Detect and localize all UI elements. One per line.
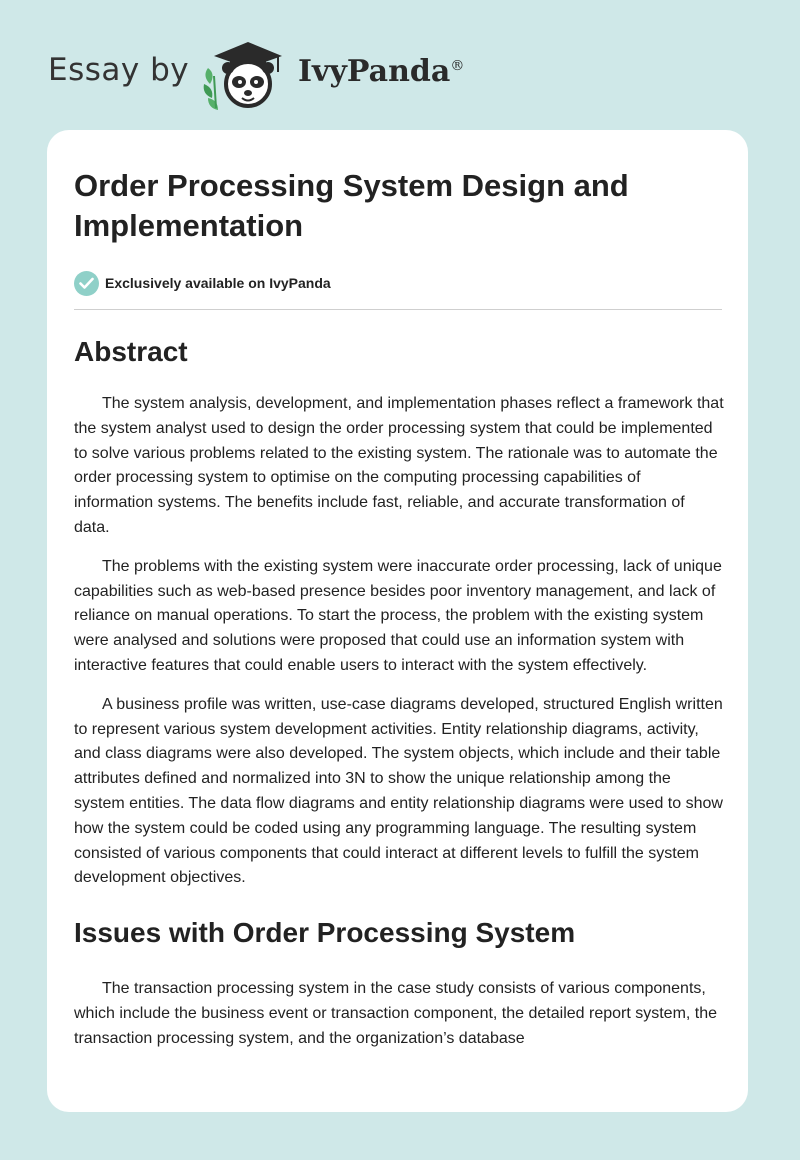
- essay-card: [47, 130, 748, 1112]
- brand-name: [298, 54, 464, 89]
- badge-text: Exclusively available on IvyPanda: [105, 275, 331, 291]
- divider: [74, 309, 722, 310]
- paragraph: A business profile was written, use-case diagrams developed, structured English written to represent various system development activities. Entity relationship diagrams, activity, and class diagrams were also developed. The system objects, which include and their table attributes defined and normalized into 3N to show the unique relationship among the system entities. The data flow diagrams and entity relationship diagrams were used to show how the system could be coded using any programming language. The resulting system consisted of various components that could interact at different levels to fulfill the system development objectives.: [74, 695, 723, 887]
- section-heading-abstract: Abstract: [74, 336, 188, 367]
- brand-prefix: Essay by: [48, 52, 190, 88]
- paragraph: The system analysis, development, and implementation phases reflect a framework that the system analyst used to design the order processing system that could be implemented to solve various problems related to the existing system. The rationale was to automate the order processing system to optimise on the computing processing capabilities of information systems. The benefits include fast, reliable, and accurate transformation of data.: [74, 395, 724, 536]
- section-body-abstract: [74, 392, 722, 891]
- brand-name-text: IvyPanda: [298, 54, 451, 89]
- check-circle-icon: [74, 271, 99, 296]
- section-heading-issues: Issues with Order Processing System: [74, 917, 576, 949]
- panda-graduate-logo-icon: [200, 36, 290, 112]
- section-body-issues: [74, 977, 722, 1051]
- registered-mark: ®: [450, 58, 465, 74]
- brand-header[interactable]: [48, 30, 488, 110]
- paragraph: The transaction processing system in the case study consists of various components, which include the business event or transaction component, the detailed report system, the transaction processing system, and the organization’s database: [74, 980, 718, 1047]
- exclusive-badge: [74, 270, 722, 296]
- paragraph: The problems with the existing system were inaccurate order processing, lack of unique capabilities such as web-based presence besides poor inventory management, and lack of reliance on manual operations. To start the process, the problem with the existing system were analysed and solutions were proposed that could use an information system with interactive features that could enable users to interact with the system effectively.: [74, 557, 722, 674]
- page-title: Order Processing System Design and Implementation: [74, 168, 629, 243]
